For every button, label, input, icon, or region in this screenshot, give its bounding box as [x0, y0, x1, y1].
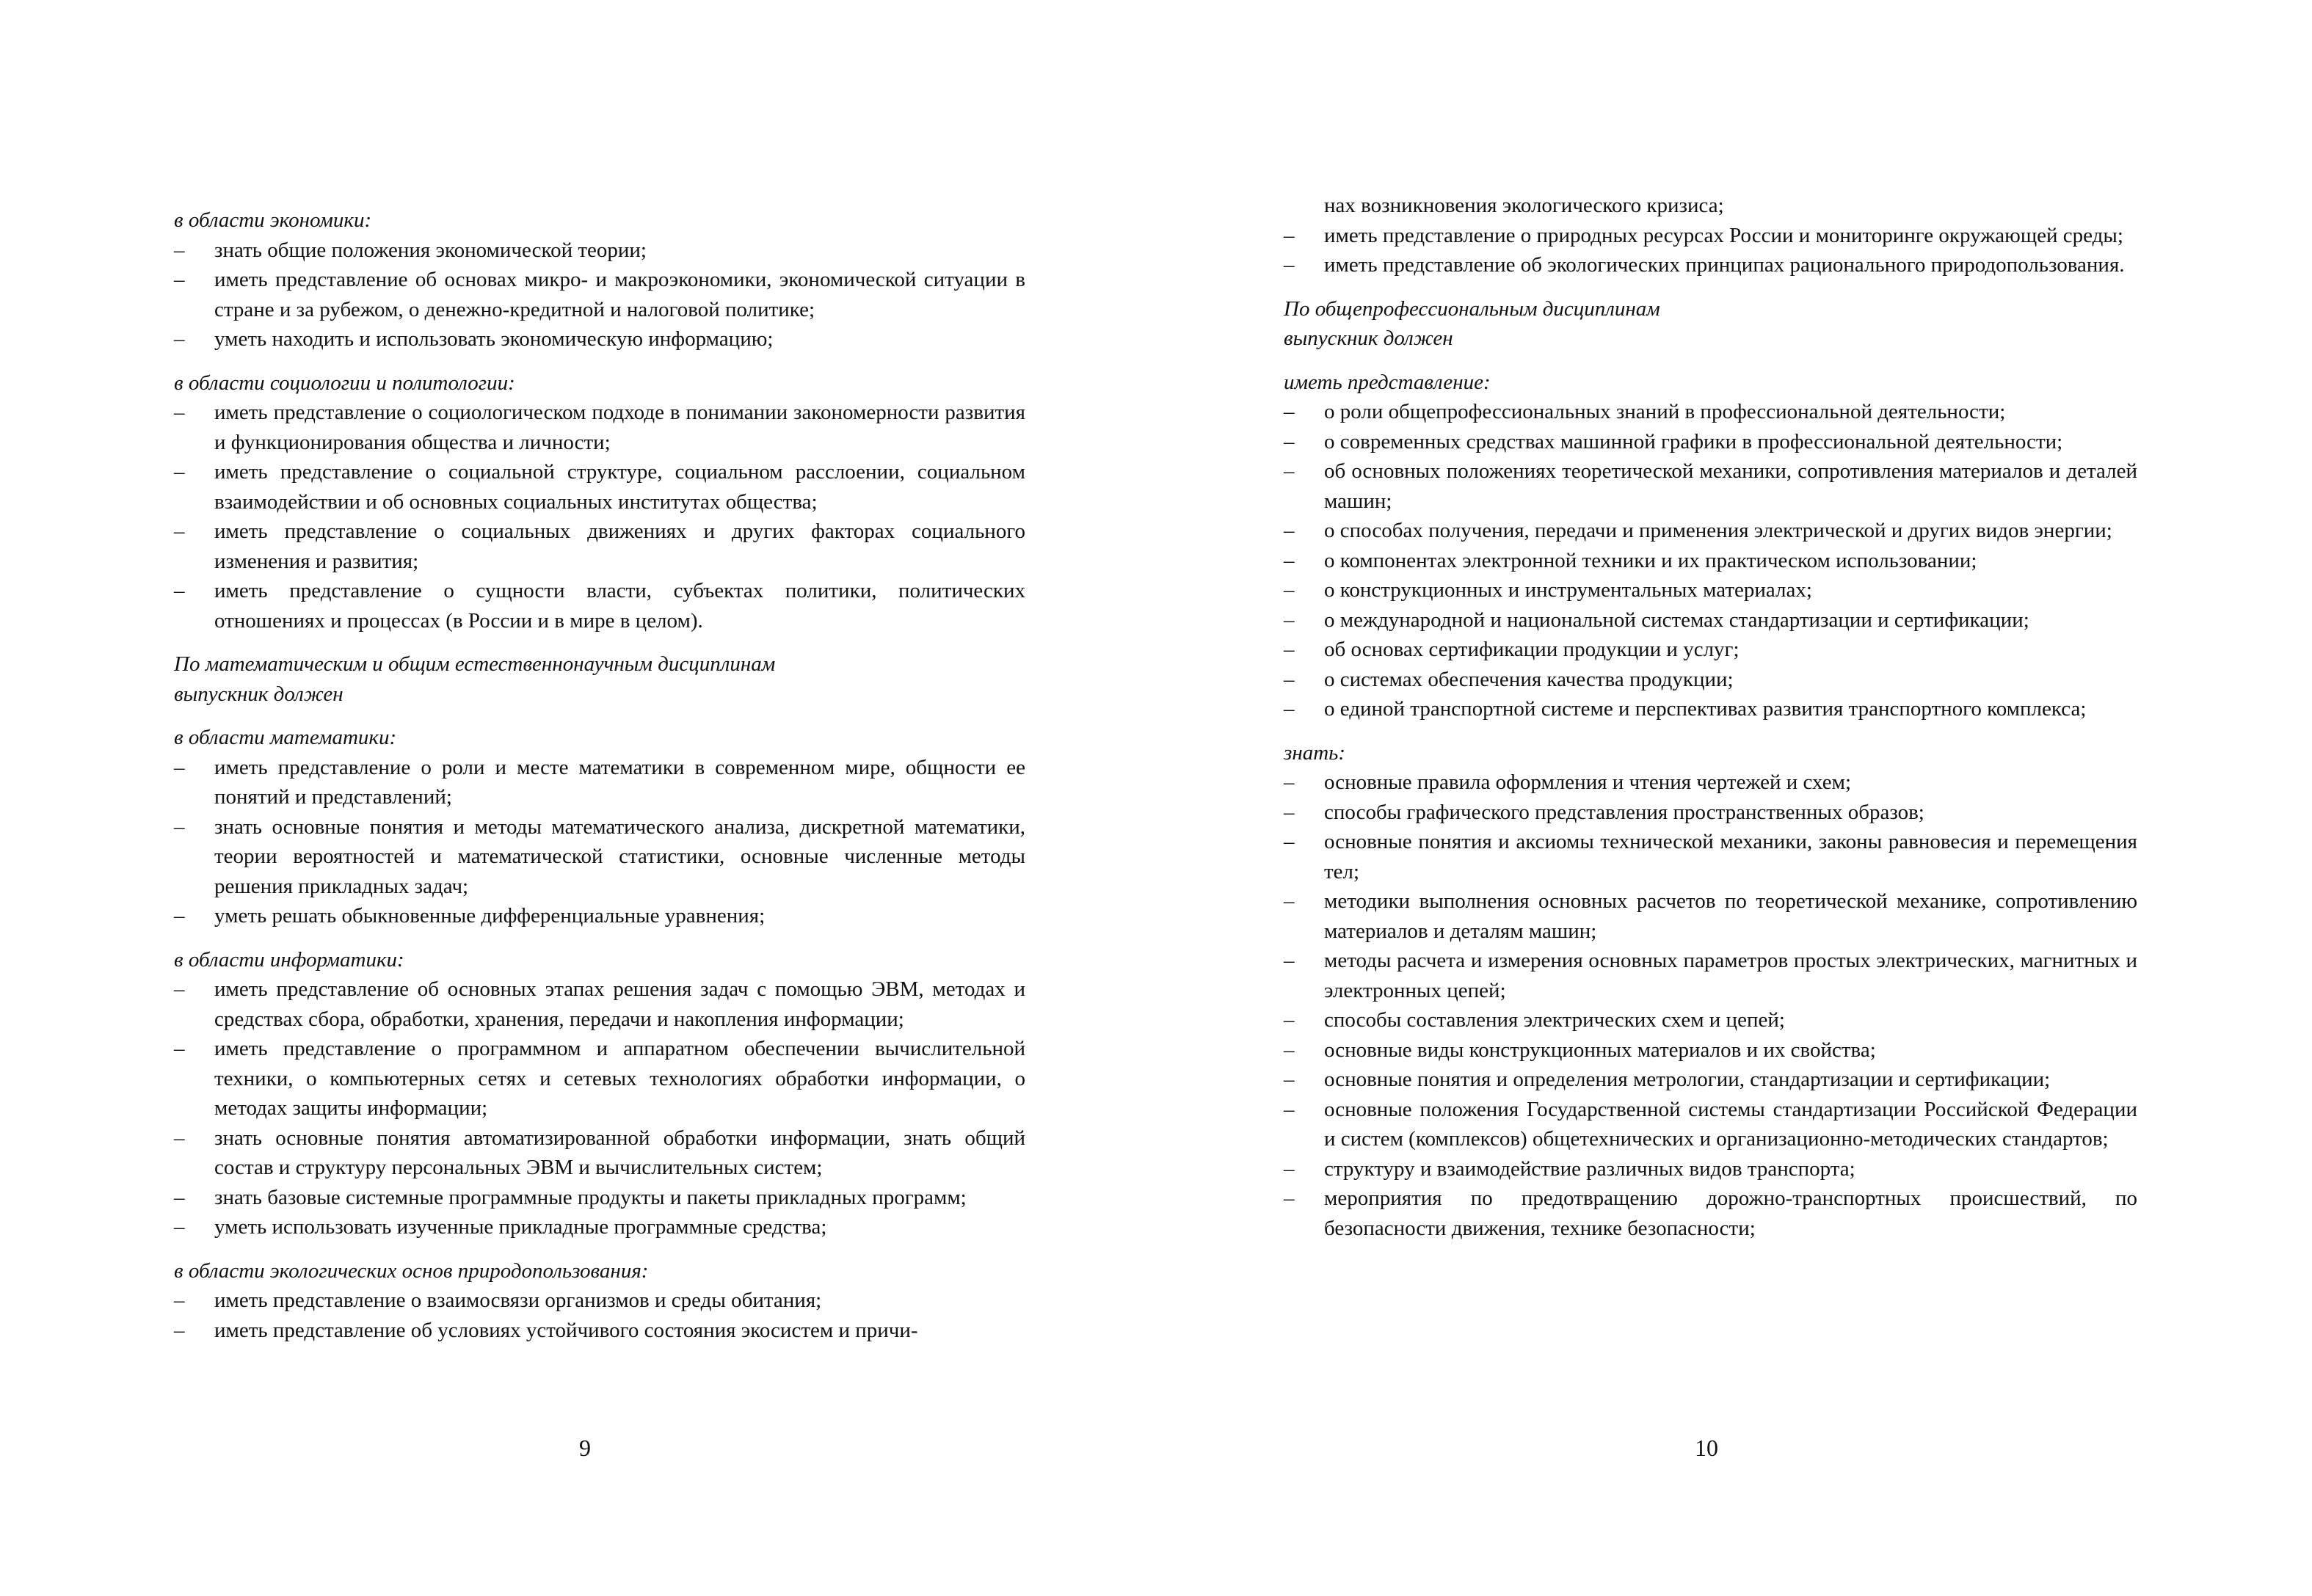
list-item: – иметь представление о социальных движениях и других факторах социального изменения и развития;	[174, 517, 1025, 576]
list-item: – уметь решать обыкновенные дифференциальные уравнения;	[174, 901, 1025, 931]
list-item: – иметь представление о природных ресурсах России и мониторинге окружающей среды;	[1284, 221, 2137, 251]
list-item: – знать базовые системные программные продукты и пакеты прикладных программ;	[174, 1183, 1025, 1213]
list-item: – иметь представление о сущности власти, субъектах политики, политических отношениях и процессах (в России и в мире в целом).	[174, 576, 1025, 635]
list-item: – основные понятия и аксиомы технической механики, законы равновесия и перемещения тел;	[1284, 827, 2137, 886]
list-item: – уметь находить и использовать экономическую информацию;	[174, 324, 1025, 354]
list-item: – структуру и взаимодействие различных видов транспорта;	[1284, 1154, 2137, 1184]
section-heading: в области экологических основ природопользования:	[174, 1258, 649, 1283]
list-item: – иметь представление об экологических принципах рационального природопользования.	[1284, 250, 2137, 280]
right-page	[1156, 0, 2312, 1596]
list-item: – об основных положениях теоретической механики, сопротивления материалов и деталей машин;	[1284, 456, 2137, 516]
section-have-idea	[1284, 368, 2137, 724]
list-item: – знать общие положения экономической теории;	[174, 236, 1025, 266]
section-informatics	[174, 945, 1025, 1242]
list-item: – способы графического представления пространственных образов;	[1284, 798, 2137, 828]
section-heading: По математическим и общим естественнонаучным дисциплинам выпускник должен	[174, 652, 776, 706]
item-list	[174, 753, 1025, 931]
list-item: – о современных средствах машинной графики в профессиональной деятельности;	[1284, 427, 2137, 457]
list-item: – иметь представление об основных этапах решения задач с помощью ЭВМ, методах и средствах сбора, обработки, хранения, передачи и накопления информации;	[174, 974, 1025, 1034]
list-item: – уметь использовать изученные прикладные программные средства;	[174, 1212, 1025, 1242]
list-item: – о конструкционных и инструментальных материалах;	[1284, 575, 2137, 605]
list-item: – о системах обеспечения качества продукции;	[1284, 665, 2137, 695]
list-item: – о компонентах электронной техники и их практическом использовании;	[1284, 546, 2137, 576]
list-item: – о международной и национальной системах стандартизации и сертификации;	[1284, 605, 2137, 635]
list-item: – иметь представление о взаимосвязи организмов и среды обитания;	[174, 1286, 1025, 1316]
item-list	[174, 236, 1025, 354]
list-item: – мероприятия по предотвращению дорожно-транспортных происшествий, по безопасности движения, технике безопасности;	[1284, 1184, 2137, 1243]
item-list	[174, 1286, 1025, 1345]
list-item: – о роли общепрофессиональных знаний в профессиональной деятельности;	[1284, 397, 2137, 427]
list-item: – иметь представление о программном и аппаратном обеспечении вычислительной техники, о компьютерных сетях и сетевых технологиях обработки информации, о методах защиты информации;	[174, 1034, 1025, 1123]
section-know	[1284, 738, 2137, 1244]
section-heading: в области математики:	[174, 726, 397, 749]
section-math-natural-sciences	[174, 649, 1025, 709]
list-item: – иметь представление о социологическом подходе в понимании закономерности развития и функционирования общества и личности;	[174, 398, 1025, 457]
page-number: 10	[1695, 1435, 1718, 1461]
section-heading: По общепрофессиональным дисциплинам выпускник должен	[1284, 296, 1660, 350]
list-item: – методы расчета и измерения основных параметров простых электрических, магнитных и электронных цепей;	[1284, 946, 2137, 1005]
list-item: – иметь представление о роли и месте математики в современном мире, общности ее понятий и представлений;	[174, 753, 1025, 812]
section-sociology	[174, 368, 1025, 636]
section-ecology	[174, 1256, 1025, 1346]
section-heading: знать:	[1284, 740, 1345, 765]
continued-text: нах возникновения экологического кризиса;	[1324, 194, 1724, 217]
list-item: – основные понятия и определения метрологии, стандартизации и сертификации;	[1284, 1065, 2137, 1095]
item-list	[1284, 221, 2137, 280]
list-item: – иметь представление об основах микро- и макроэкономики, экономической ситуации в стране и за рубежом, о денежно-кредитной и налоговой политике;	[174, 265, 1025, 324]
list-item: – знать основные понятия автоматизированной обработки информации, знать общий состав и структуру персональных ЭВМ и вычислительных систем;	[174, 1123, 1025, 1183]
list-item: – об основах сертификации продукции и услуг;	[1284, 635, 2137, 665]
list-item: – основные правила оформления и чтения чертежей и схем;	[1284, 768, 2137, 798]
section-heading: в области экономики:	[174, 208, 372, 232]
item-list	[174, 398, 1025, 635]
list-item: – способы составления электрических схем и цепей;	[1284, 1005, 2137, 1035]
right-page-text	[1284, 191, 2137, 1257]
item-list	[1284, 397, 2137, 724]
section-economics	[174, 205, 1025, 354]
section-heading: в области информатики:	[174, 947, 404, 972]
list-item: – иметь представление о социальной структуре, социальном расслоении, социальном взаимодействии и об основных социальных институтах общества;	[174, 457, 1025, 517]
section-general-professional	[1284, 294, 2137, 354]
section-heading: в области социологии и политологии:	[174, 371, 515, 395]
item-list	[1284, 768, 2137, 1243]
left-page-text	[174, 205, 1025, 1359]
list-item: – основные виды конструкционных материалов и их свойства;	[1284, 1035, 2137, 1065]
list-item: – о единой транспортной системе и перспективах развития транспортного комплекса;	[1284, 694, 2137, 724]
list-item: – знать основные понятия и методы математического анализа, дискретной математики, теории вероятностей и математической статистики, основные численные методы решения прикладных задач;	[174, 812, 1025, 902]
item-list	[174, 974, 1025, 1242]
list-item: – иметь представление об условиях устойчивого состояния экосистем и причи-	[174, 1316, 1025, 1346]
list-item: – методики выполнения основных расчетов по теоретической механике, сопротивлению материалов и деталям машин;	[1284, 886, 2137, 946]
section-mathematics	[174, 723, 1025, 931]
section-ecology-continued	[1284, 191, 2137, 280]
list-item: – основные положения Государственной системы стандартизации Российской Федерации и систем (комплексов) общетехнических и организационно-методических стандартов;	[1284, 1095, 2137, 1154]
page-number: 9	[579, 1435, 591, 1461]
section-heading: иметь представление:	[1284, 370, 1491, 394]
list-item: – о способах получения, передачи и применения электрической и других видов энергии;	[1284, 516, 2137, 546]
